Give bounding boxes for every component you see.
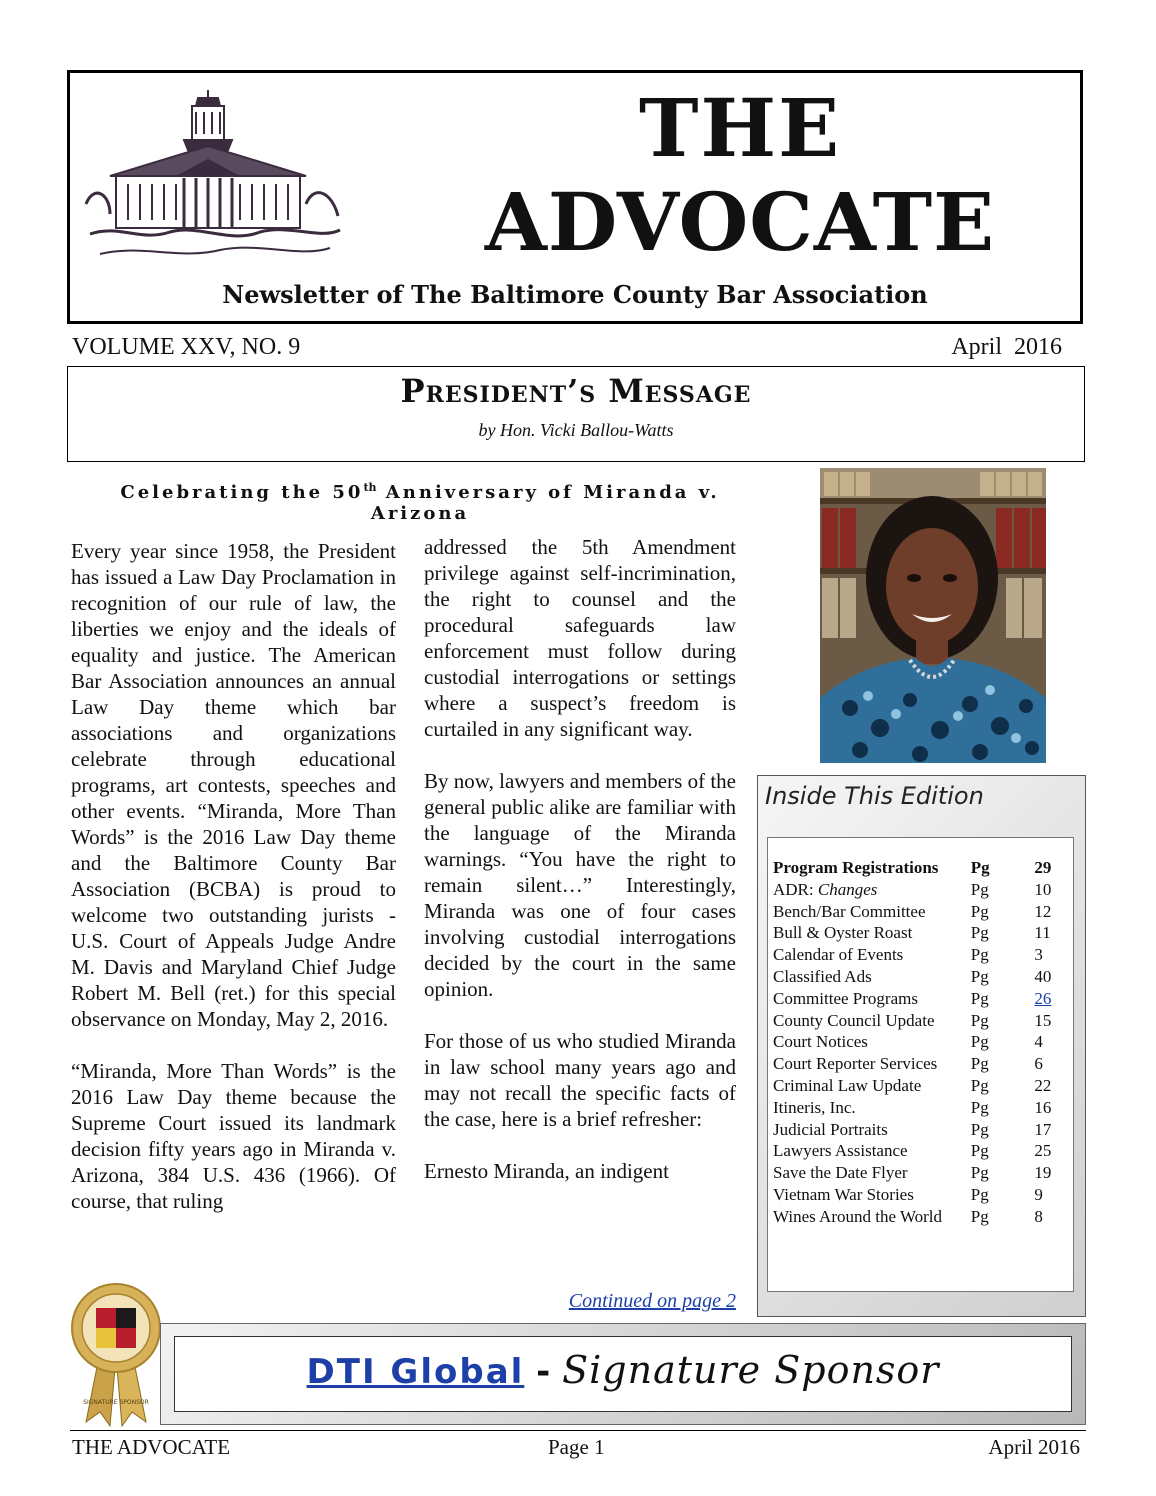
sponsor-banner-text xyxy=(174,1348,1072,1393)
continued-link[interactable]: Continued on page 2 xyxy=(568,1290,736,1312)
toc-item-pg: Pg xyxy=(970,966,989,986)
toc-item-name: Lawyers Assistance xyxy=(773,1141,908,1161)
toc-item-name: Itineris, Inc. xyxy=(773,1097,856,1117)
presidents-message-byline: by Hon. Vicki Ballou-Watts xyxy=(478,420,674,440)
toc-item-bench-bar-committee[interactable] xyxy=(773,901,1073,923)
toc-item-save-the-date-flyer[interactable] xyxy=(773,1162,1073,1184)
toc-item-page: 40 xyxy=(1034,966,1052,986)
toc-item-pg: Pg xyxy=(970,1010,989,1030)
article-paragraph: Every year since 1958, the President has issued a Law Day Proclamation in recognition of our rule of law, the liberties we enjoy and the ideals of equality and justice. The American Bar Association announces an annual Law Day theme which bar associations and organizations celebrate through educational programs, art contests, speeches and other events. “Miranda, More Than Words” is the 2016 Law Day theme and the Baltimore County Bar Association (BCBA) is proud to welcome two outstanding jurists - U.S. Court of Appeals Judge Andre M. Davis and Maryland Chief Judge Robert M. Bell (ret.) for this special observance on Monday, May 2, 2016. xyxy=(71,539,396,1031)
sponsor-dash: - xyxy=(524,1352,563,1392)
article-paragraph: Ernesto Miranda, an indigent xyxy=(424,1159,669,1183)
toc-item-page-link[interactable]: 26 xyxy=(1034,988,1052,1008)
toc-item-page: 4 xyxy=(1034,1032,1043,1052)
masthead-title-line2: ADVOCATE xyxy=(484,175,996,269)
president-photo xyxy=(820,468,1046,763)
toc-item-itineris[interactable] xyxy=(773,1097,1073,1119)
toc-item-lawyers-assistance[interactable] xyxy=(773,1140,1073,1162)
article-headline xyxy=(70,481,770,524)
toc-item-name: Committee Programs xyxy=(773,988,918,1008)
toc-list xyxy=(773,857,1073,1228)
toc-item-page: 16 xyxy=(1034,1097,1052,1117)
toc-item-pg: Pg xyxy=(970,1206,989,1226)
toc-item-name: Wines Around the World xyxy=(773,1206,943,1226)
headline-text-post: Anniversary of Miranda v. Arizona xyxy=(370,482,720,524)
toc-item-name: Calendar of Events xyxy=(773,945,904,965)
sponsor-seal-icon xyxy=(70,1282,162,1428)
headline-text-pre: Celebrating the 50 xyxy=(120,482,364,503)
toc-item-name: Criminal Law Update xyxy=(773,1075,922,1095)
toc-item-name-prefix: ADR: xyxy=(773,879,818,899)
issue-date: April 2016 xyxy=(951,334,1062,360)
masthead-subtitle: Newsletter of The Baltimore County Bar Association xyxy=(222,280,928,309)
toc-item-county-council-update[interactable] xyxy=(773,1010,1073,1032)
footer-publication: THE ADVOCATE xyxy=(72,1435,231,1459)
toc-item-pg: Pg xyxy=(970,1119,989,1139)
toc-item-pg: Pg xyxy=(970,1032,989,1052)
toc-item-pg: Pg xyxy=(970,901,989,921)
sponsor-link[interactable]: DTI Global xyxy=(306,1352,525,1392)
toc-item-name: Court Notices xyxy=(773,1032,868,1052)
volume-number: VOLUME XXV, NO. 9 xyxy=(72,334,301,360)
toc-item-judicial-portraits[interactable] xyxy=(773,1119,1073,1141)
toc-item-page: 29 xyxy=(1034,858,1052,877)
toc-item-program-registrations[interactable] xyxy=(773,857,1073,879)
article-paragraph: For those of us who studied Miranda in law school many years ago and may not recall the specific facts of the case, here is a brief refresher: xyxy=(424,1029,736,1131)
toc-item-pg: Pg xyxy=(970,879,989,899)
footer-divider xyxy=(70,1430,1086,1431)
presidents-message-title: President’s Message xyxy=(400,372,752,410)
article-column-2 xyxy=(424,534,736,1210)
toc-item-name: Bench/Bar Committee xyxy=(773,901,926,921)
toc-item-page: 10 xyxy=(1034,879,1052,899)
toc-item-page: 6 xyxy=(1034,1054,1043,1074)
toc-item-wines-around-the-world[interactable] xyxy=(773,1206,1073,1228)
toc-item-pg: Pg xyxy=(970,1184,989,1204)
article-paragraph: addressed the 5th Amendment privilege against self-incrimination, the right to counsel and the procedural safeguards law enforcement must follow during custodial interrogations or settings where a suspect’s freedom is curtailed in any significant way. xyxy=(424,535,736,741)
toc-item-name: Vietnam War Stories xyxy=(773,1184,914,1204)
toc-item-classified-ads[interactable] xyxy=(773,966,1073,988)
headline-superscript: th xyxy=(363,481,377,494)
toc-item-page: 15 xyxy=(1034,1010,1052,1030)
toc-item-name: County Council Update xyxy=(773,1010,935,1030)
toc-item-committee-programs[interactable] xyxy=(773,988,1073,1010)
toc-item-adr-changes[interactable] xyxy=(773,879,1073,901)
toc-item-pg: Pg xyxy=(970,1141,989,1161)
toc-item-page: 19 xyxy=(1034,1163,1052,1183)
toc-item-pg: Pg xyxy=(970,988,989,1008)
toc-item-name: Judicial Portraits xyxy=(773,1119,888,1139)
footer-date: April 2016 xyxy=(988,1435,1080,1459)
toc-item-name: Program Registrations xyxy=(773,858,939,877)
toc-item-name: Bull & Oyster Roast xyxy=(773,923,913,943)
toc-item-page: 3 xyxy=(1034,945,1043,965)
article-paragraph: “Miranda, More Than Words” is the 2016 Law Day theme because the Supreme Court issued its landmark decision fifty years ago in Miranda v. Arizona, 384 U.S. 436 (1966). Of course, that ruling xyxy=(71,1059,396,1213)
toc-item-name: Court Reporter Services xyxy=(773,1054,938,1074)
toc-item-name: Save the Date Flyer xyxy=(773,1163,908,1183)
article-column-1 xyxy=(71,538,396,1240)
toc-item-page: 8 xyxy=(1034,1206,1043,1226)
footer-page-number: Page 1 xyxy=(548,1435,605,1459)
toc-item-page: 12 xyxy=(1034,901,1052,921)
toc-item-pg: Pg xyxy=(970,1097,989,1117)
toc-item-name xyxy=(773,879,971,901)
toc-item-pg: Pg xyxy=(970,1075,989,1095)
toc-item-pg: Pg xyxy=(970,1163,989,1183)
sponsor-label: Signature Sponsor xyxy=(562,1348,940,1392)
toc-item-vietnam-war-stories[interactable] xyxy=(773,1184,1073,1206)
toc-item-page: 25 xyxy=(1034,1141,1052,1161)
toc-item-pg: Pg xyxy=(970,858,990,877)
toc-item-pg: Pg xyxy=(970,1054,989,1074)
toc-item-name-italic: Changes xyxy=(817,879,878,899)
masthead-title-line1: THE xyxy=(638,81,842,175)
toc-item-calendar-of-events[interactable] xyxy=(773,944,1073,966)
toc-item-page: 9 xyxy=(1034,1184,1043,1204)
seal-text: SIGNATURE SPONSOR xyxy=(83,1399,149,1406)
courthouse-logo xyxy=(80,84,348,274)
toc-item-page: 17 xyxy=(1034,1119,1052,1139)
toc-item-page: 11 xyxy=(1034,923,1051,943)
toc-item-pg: Pg xyxy=(970,923,989,943)
toc-item-page: 22 xyxy=(1034,1075,1052,1095)
article-paragraph: By now, lawyers and members of the general public alike are familiar with the language of the Miranda warnings. “You have the right to remain silent…” Interestingly, Miranda was one of four cases involving custodial interrogations decided by the court in the same opinion. xyxy=(424,769,736,1001)
toc-heading: Inside This Edition xyxy=(765,782,984,810)
toc-item-criminal-law-update[interactable] xyxy=(773,1075,1073,1097)
toc-item-court-reporter-services[interactable] xyxy=(773,1053,1073,1075)
toc-item-pg: Pg xyxy=(970,945,989,965)
toc-item-bull-oyster-roast[interactable] xyxy=(773,922,1073,944)
toc-item-court-notices[interactable] xyxy=(773,1031,1073,1053)
toc-item-name: Classified Ads xyxy=(773,966,872,986)
